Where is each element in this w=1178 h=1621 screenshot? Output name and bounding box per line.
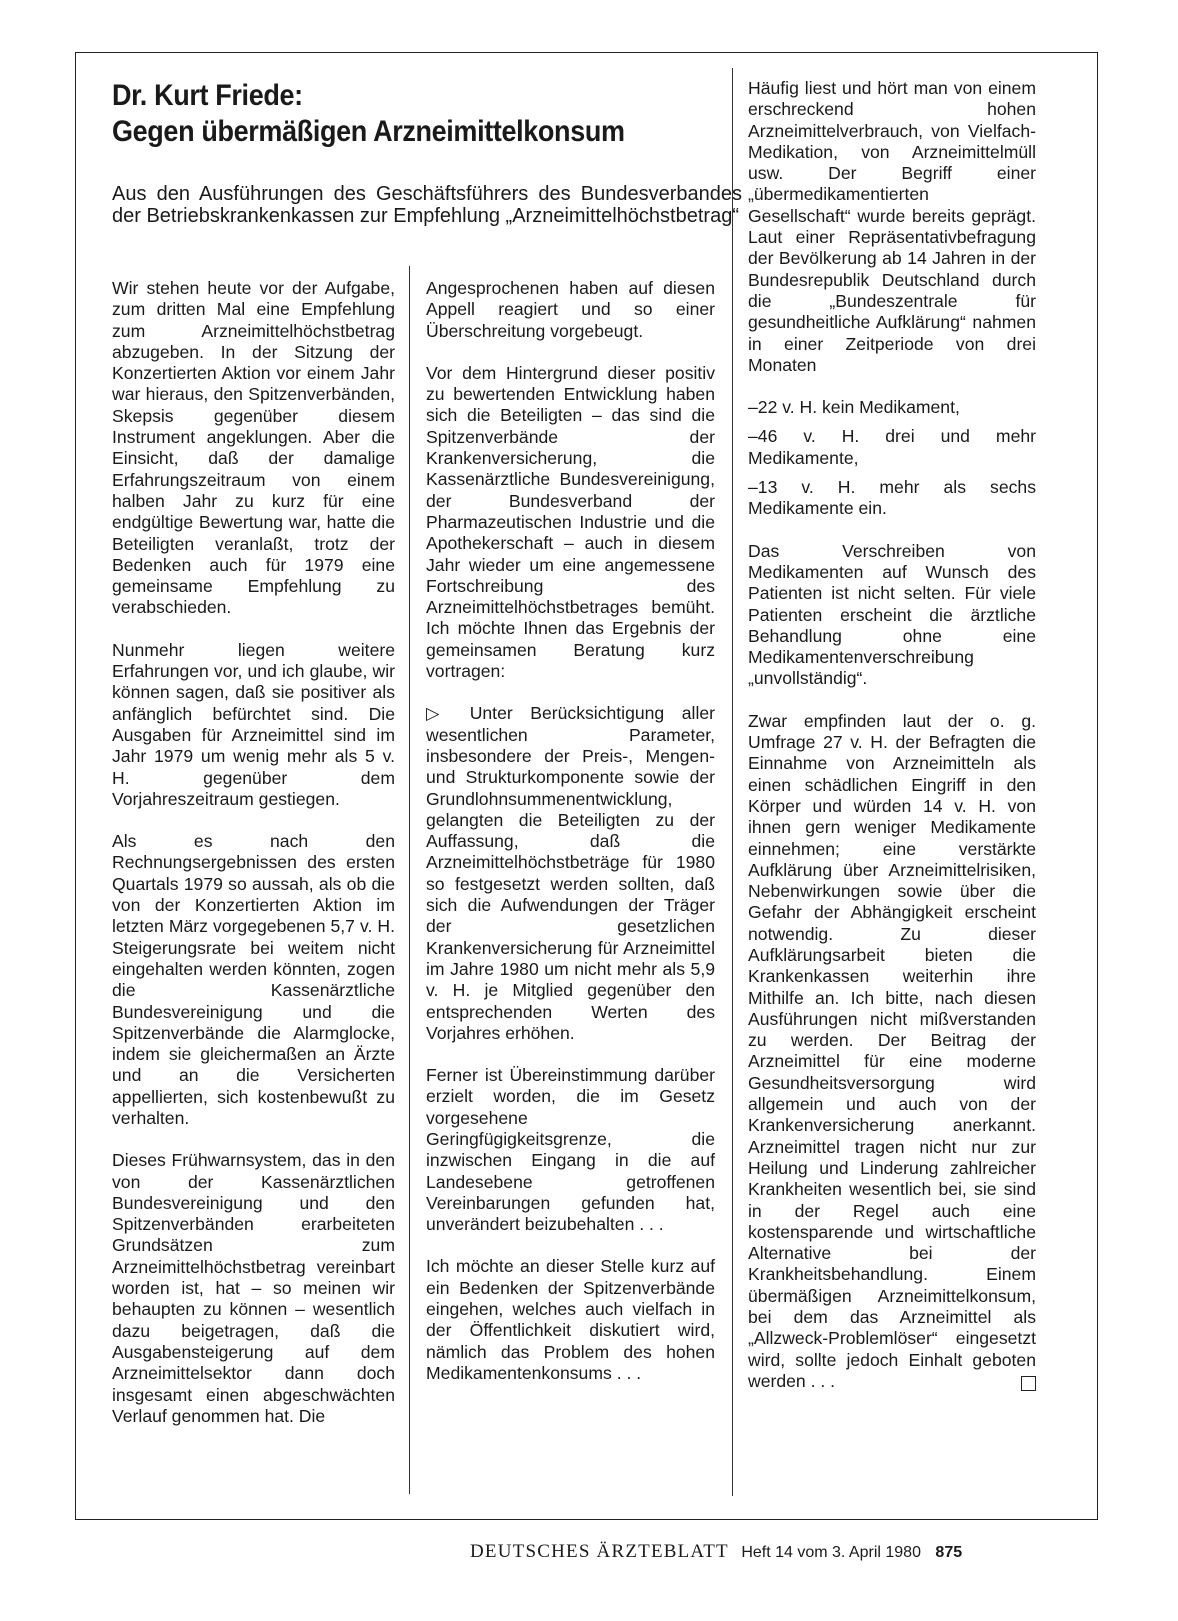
end-of-article-box-icon — [1021, 1376, 1036, 1391]
list-item: –13 v. H. mehr als sechs Medikamente ein. — [748, 477, 1036, 519]
text-column-3 — [748, 78, 1036, 1413]
paragraph: Häufig liest und hört man von einem erschreckend hohen Arzneimittelverbrauch, von Vielfach-Medikation, von Arzneimittelmüll usw. Der Begriff einer „übermedikamentierten Gesellschaft“ wurde bereits geprägt. Laut einer Repräsentativbefragung der Bevölkerung ab 14 Jahren in der Bundesrepublik Deutschland durch die „Bundeszentrale für gesundheitliche Aufklärung“ nahmen in einer Zeitperiode von drei Monaten — [748, 78, 1036, 375]
page-footer — [470, 1541, 1070, 1563]
paragraph: Dieses Frühwarnsystem, das in den von der Kassenärztlichen Bundesvereinigung und den Spitzenverbänden erarbeiteten Grundsätzen zum Arzneimittelhöchstbetrag vereinbart worden ist, hat – so meinen wir behaupten zu können – wesentlich dazu beigetragen, daß die Ausgabensteigerung auf dem Arzneimittelsektor dann doch insgesamt einen abgeschwächten Verlauf genommen hat. Die — [112, 1150, 395, 1426]
column-divider-1 — [409, 266, 410, 1494]
article-title — [112, 78, 688, 150]
article-title-line-2: Gegen übermäßigen Arzneimittelkonsum — [112, 115, 625, 148]
paragraph: Angesprochenen haben auf diesen Appell reagiert und so einer Überschreitung vorgebeugt. — [426, 278, 715, 341]
text-column-1 — [112, 278, 395, 1448]
journal-masthead: DEUTSCHES ÄRZTEBLATT — [470, 1541, 729, 1562]
text-column-2 — [426, 278, 715, 1405]
paragraph: Als es nach den Rechnungsergebnissen des ersten Quartals 1979 so aussah, als ob die von der Konzertierten Aktion im letzten März vorgegebenen 5,7 v. H. Steigerungsrate bei weitem nicht eingehalten werden könnten, zogen die Kassenärztliche Bundesvereinigung und die Spitzenverbände die Alarmglocke, indem sie gleichermaßen an Ärzte und an die Versicherten appellierten, sich kostenbewußt zu verhalten. — [112, 831, 395, 1128]
paragraph: Das Verschreiben von Medikamenten auf Wunsch des Patienten ist nicht selten. Für viele Patienten erscheint die ärztliche Behandlung ohne eine Medikamentenverschreibung „unvollständig“. — [748, 540, 1036, 689]
list-item: –22 v. H. kein Medikament, — [748, 397, 960, 418]
paragraph: ▷ Unter Berücksichtigung aller wesentlichen Parameter, insbesondere der Preis-, Mengen- und Strukturkomponente sowie der Grundlohnsummenentwicklung, gelangten die Beteiligten zu der Auffassung, daß die Arzneimittelhöchstbeträge für 1980 so festgesetzt werden sollten, daß sich die Aufwendungen der Träger der gesetzlichen Krankenversicherung für Arzneimittel im Jahre 1980 um nicht mehr als 5,9 v. H. je Mitglied gegenüber den entsprechenden Werten des Vorjahres erhöhen. — [426, 703, 715, 1043]
paragraph: Nunmehr liegen weitere Erfahrungen vor, und ich glaube, wir können sagen, daß sie positiver als anfänglich befürchtet sind. Die Ausgaben für Arzneimittel sind im Jahr 1979 um wenig mehr als 5 v. H. gegenüber dem Vorjahreszeitraum gestiegen. — [112, 639, 395, 809]
paragraph-text: Zwar empfinden laut der o. g. Umfrage 27 v. H. der Befragten die Einnahme von Arzneimitteln als einen schädlichen Eingriff in den Körper und würden 14 v. H. von ihnen gern weniger Medikamente einnehmen; eine verstärkte Aufklärung über Arzneimittelrisiken, Nebenwirkungen sowie über die Gefahr der Abhängigkeit erscheint notwendig. Zu dieser Aufklärungsarbeit bieten die Krankenkassen weiterhin ihre Mithilfe an. Ich bitte, nach diesen Ausführungen nicht mißverstanden zu werden. Der Beitrag der Arzneimittel für eine moderne Gesundheitsversorgung wird allgemein und auch von der Krankenversicherung anerkannt. Arzneimittel tragen nicht nur zur Heilung und Linderung zahlreicher Krankheiten wesentlich bei, sie sind in der Regel auch eine kostensparende und wirtschaftliche Alternative bei der Krankheitsbehandlung. Einem übermäßigen Arzneimittelkonsum, bei dem das Arzneimittel als „Allzweck-Problemlöser“ eingesetzt wird, sollte jedoch Einhalt geboten werden . . . — [748, 710, 1036, 1391]
paragraph: Ferner ist Übereinstimmung darüber erzielt worden, die im Gesetz vorgesehene Geringfügigkeitsgrenze, die inzwischen Eingang in die auf Landesebene getroffenen Vereinbarungen gefunden hat, unverändert beizubehalten . . . — [426, 1065, 715, 1235]
article-title-line-1: Dr. Kurt Friede: — [112, 79, 303, 112]
paragraph: Ich möchte an dieser Stelle kurz auf ein Bedenken der Spitzenverbände eingehen, welches auch vielfach in der Öffentlichkeit diskutiert wird, nämlich das Problem des hohen Medikamentenkonsums . . . — [426, 1256, 715, 1383]
paragraph: Vor dem Hintergrund dieser positiv zu bewertenden Entwicklung haben sich die Beteiligten – das sind die Spitzenverbände der Krankenversicherung, die Kassenärztliche Bundesvereinigung, der Bundesverband der Pharmazeutischen Industrie und die Apothekerschaft – auch in diesem Jahr wieder um eine angemessene Fortschreibung des Arzneimittelhöchstbetrages bemüht. Ich möchte Ihnen das Ergebnis der gemeinsamen Beratung kurz vortragen: — [426, 362, 715, 682]
page-number: 875 — [935, 1544, 963, 1561]
paragraph: Wir stehen heute vor der Aufgabe, zum dritten Mal eine Empfehlung zum Arzneimittelhöchstbetrag abzugeben. In der Sitzung der Konzertierten Aktion vor einem Jahr war hieraus, den Spitzenverbänden, Skepsis gegenüber diesem Instrument angeklungen. Aber die Einsicht, daß der damalige Erfahrungszeitraum von einem halben Jahr zu kurz für eine endgültige Bewertung war, hatte die Beteiligten veranlaßt, trotz der Bedenken auch für 1979 eine gemeinsame Empfehlung zu verabschieden. — [112, 278, 395, 618]
article-lead: Aus den Ausführungen des Geschäftsführers des Bundesverbandes der Betriebskrankenkassen zur Empfehlung „Arzneimittelhöchstbetrag“ — [112, 183, 742, 227]
column-divider-2 — [732, 68, 733, 1496]
list-item: –46 v. H. drei und mehr Medikamente, — [748, 426, 1036, 468]
issue-info: Heft 14 vom 3. April 1980 — [741, 1544, 921, 1561]
paragraph — [748, 711, 1036, 1393]
